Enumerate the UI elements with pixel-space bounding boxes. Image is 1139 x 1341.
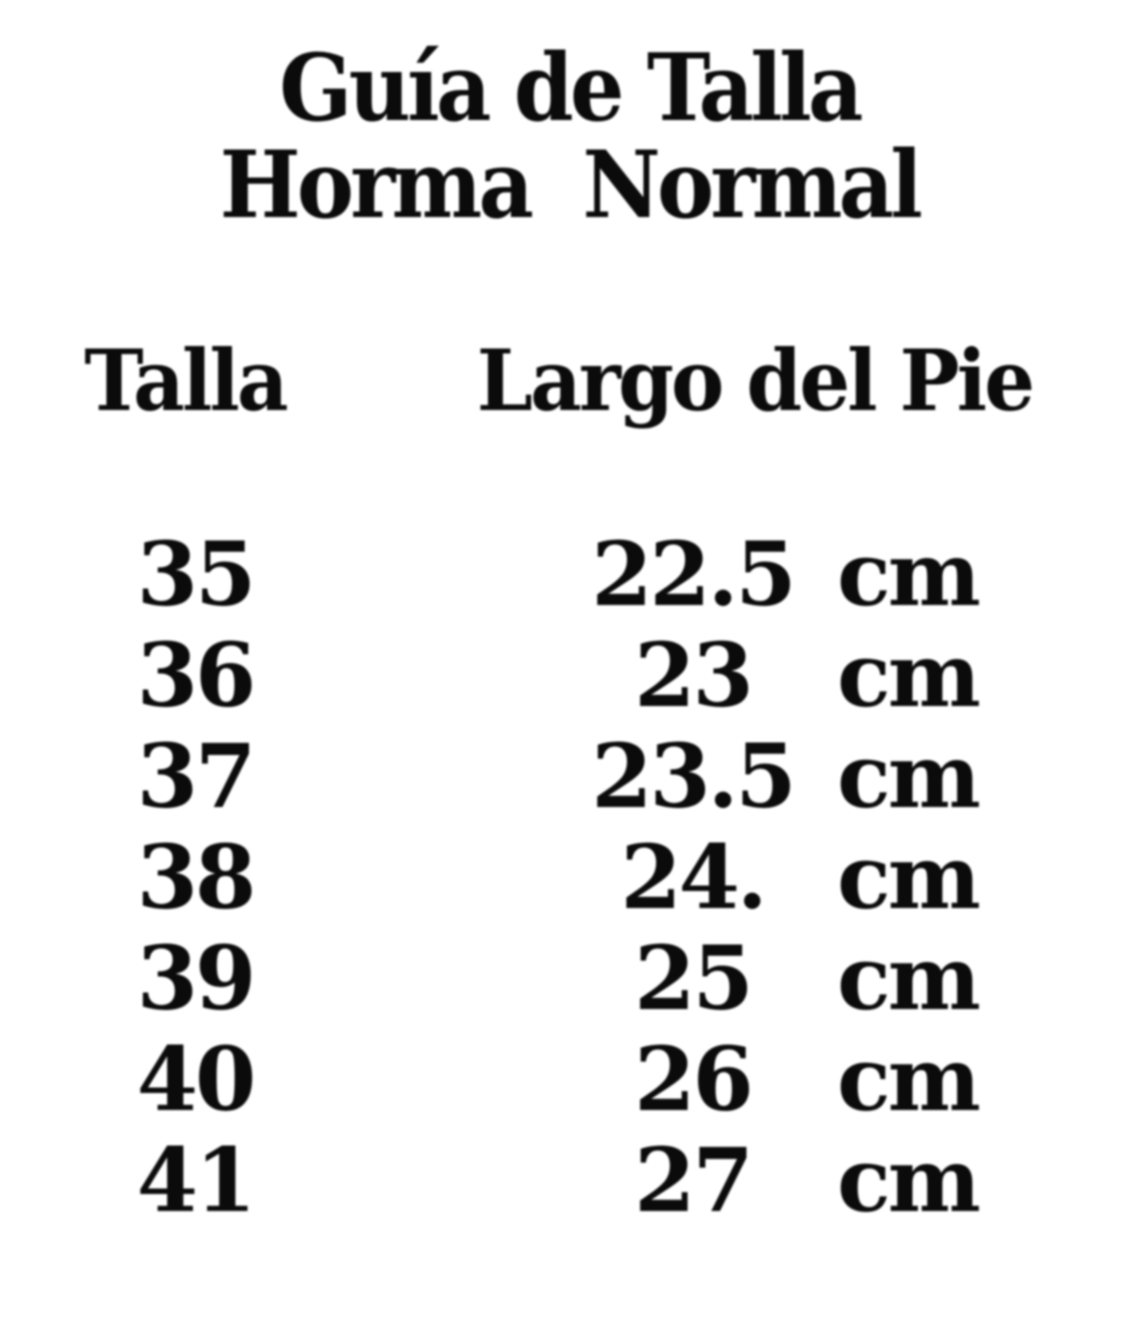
size-cell: 37	[136, 723, 254, 828]
length-unit: cm	[837, 925, 978, 1030]
length-unit: cm	[837, 1127, 978, 1232]
length-unit: cm	[837, 824, 978, 929]
size-cell: 35	[136, 521, 254, 626]
length-value: 26	[634, 1026, 751, 1131]
length-value: 27	[634, 1127, 751, 1232]
column-header-foot-length: Largo del Pie	[476, 330, 1033, 430]
size-cell: 39	[136, 925, 254, 1030]
title-line-2: Horma Normal	[219, 129, 920, 239]
table-row	[0, 826, 1139, 927]
length-value: 22.5	[591, 521, 794, 626]
length-unit: cm	[837, 622, 978, 727]
length-cell	[390, 623, 1139, 727]
length-cell	[390, 724, 1139, 828]
title-line-1: Guía de Talla	[279, 33, 860, 142]
table-header-row	[0, 325, 1139, 435]
length-cell	[390, 1128, 1139, 1232]
size-table	[0, 325, 1139, 1230]
length-cell	[390, 1027, 1139, 1131]
table-row	[0, 523, 1139, 624]
length-value: 25	[634, 925, 751, 1030]
size-cell: 38	[136, 824, 254, 929]
length-unit: cm	[837, 521, 978, 626]
length-value: 24.	[620, 824, 765, 929]
length-unit: cm	[837, 723, 978, 828]
column-header-size: Talla	[84, 330, 286, 430]
length-cell	[390, 825, 1139, 929]
table-row	[0, 927, 1139, 1028]
length-cell	[390, 522, 1139, 626]
table-row	[0, 1028, 1139, 1129]
table-row	[0, 624, 1139, 725]
length-value: 23.5	[591, 723, 794, 828]
page-title	[0, 0, 1139, 239]
length-value: 23	[634, 622, 751, 727]
table-body	[0, 523, 1139, 1230]
table-row	[0, 1129, 1139, 1230]
length-unit: cm	[837, 1026, 978, 1131]
length-cell	[390, 926, 1139, 1030]
table-row	[0, 725, 1139, 826]
size-cell: 36	[136, 622, 254, 727]
size-cell: 40	[136, 1026, 254, 1131]
size-cell: 41	[136, 1127, 254, 1232]
